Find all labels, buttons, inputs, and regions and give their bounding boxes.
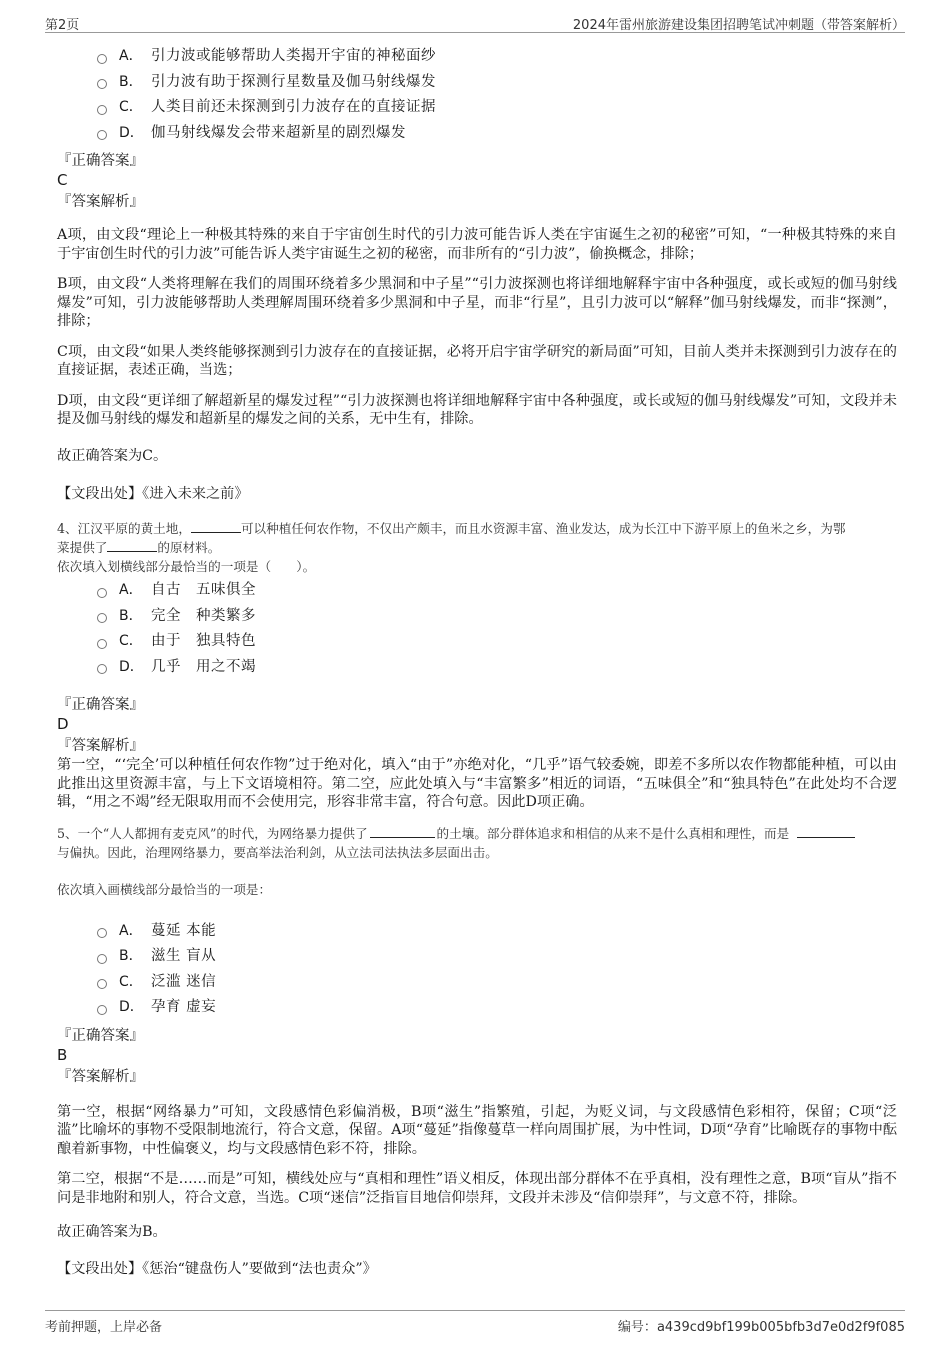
- q5-options: [97, 919, 897, 1021]
- q4-option-a[interactable]: A． 自古 五味俱全: [97, 578, 897, 604]
- correct-answer-label: 『正确答案』: [57, 1027, 144, 1044]
- correct-answer: D: [57, 715, 69, 733]
- analysis-paragraph: D项，由文段“更详细了解超新星的爆发过程”“引力波探测也将详细地解释宇宙中各种强度，或长或短的伽马射线爆发”可知，文段并未提及伽马射线的爆发和超新星的爆发之间的关系，无中生有，排除。: [57, 392, 897, 427]
- radio-icon[interactable]: [97, 79, 107, 89]
- radio-icon[interactable]: [97, 130, 107, 140]
- correct-answer-label: 『正确答案』: [57, 153, 144, 169]
- radio-icon[interactable]: [97, 979, 107, 989]
- analysis-conclusion: 故正确答案为B。: [57, 1224, 167, 1240]
- analysis-label: 『答案解析』: [57, 194, 144, 210]
- radio-icon[interactable]: [97, 664, 107, 674]
- q4-stem: 4、江汉平原的黄土地， 可以种植任何农作物，不仅出产颇丰，而且水资源丰富、渔业发达，成为长江中下游平原上的鱼米之乡，为鄂 菜提供了 的原材料。 依次填入划横线部分最恰当的一项是（ ）。: [57, 521, 846, 574]
- q3-option-d[interactable]: D． 伽马射线爆发会带来超新星的剧烈爆发: [97, 121, 897, 147]
- document-code: 编号：a439cd9bf199b005bfb3d7e0d2f9f085: [617, 1320, 905, 1335]
- q5-stem: 5、一个“人人都拥有麦克风”的时代，为网络暴力提供了 的土壤。部分群体追求和相信的从来不是什么真相和理性，而是 与偏执。因此，治理网络暴力，要高举法治利剑，从立法司法执法多层面出击。: [57, 824, 897, 862]
- analysis-paragraph: 第二空，根据“不是……而是”可知，横线处应与“真相和理性”语义相反，体现出部分群体不在乎真相，没有理性之意，B项“盲从”指不问是非地附和别人，符合文意，当选。C项“迷信”泛指盲目地信仰崇拜，文段并未涉及“信仰崇拜”，与文意不符，排除。: [57, 1171, 897, 1206]
- radio-icon[interactable]: [97, 639, 107, 649]
- analysis-conclusion: 故正确答案为C。: [57, 447, 168, 464]
- correct-answer: B: [57, 1045, 68, 1064]
- q3-option-a[interactable]: A． 引力波或能够帮助人类揭开宇宙的神秘面纱: [97, 44, 897, 70]
- radio-icon[interactable]: [97, 954, 107, 964]
- q4-option-c[interactable]: C． 由于 独具特色: [97, 629, 897, 655]
- radio-icon[interactable]: [97, 588, 107, 598]
- q5-option-a[interactable]: A． 蔓延 本能: [97, 919, 897, 945]
- analysis-paragraph: 第一空，“‘完全’可以种植任何农作物”过于绝对化，填入“由于”亦绝对化，“几乎”语气较委婉，即差不多所以农作物都能种植，可以由此推出这里资源丰富，与上下文语境相符。第二空，应此处填入与“丰富繁多”相近的词语，“五味俱全”和“独具特色”在此处均不合逻辑，“用之不竭”经无限取用而不会使用完，形容非常丰富，符合句意。因此D项正确。: [57, 757, 897, 810]
- page-number: 第2页: [45, 18, 80, 33]
- analysis-label: 『答案解析』: [57, 738, 144, 754]
- analysis-paragraph: A项，由文段“理论上一种极其特殊的来自于宇宙创生时代的引力波可能告诉人类在宇宙诞生之初的秘密”可知，“一种极其特殊的来自于宇宙创生时代的引力波”可能告诉人类宇宙诞生之初的秘密，而非所有的“引力波”，偷换概念，排除；: [57, 227, 897, 262]
- radio-icon[interactable]: [97, 613, 107, 623]
- q4-option-b[interactable]: B． 完全 种类繁多: [97, 604, 897, 630]
- q3-options: [97, 44, 897, 146]
- q5-instruction: 依次填入画横线部分最恰当的一项是：: [57, 881, 272, 897]
- blank-line: [797, 825, 855, 838]
- q3-option-b[interactable]: B． 引力波有助于探测行星数量及伽马射线爆发: [97, 70, 897, 96]
- q4-options: [97, 578, 897, 680]
- radio-icon[interactable]: [97, 54, 107, 64]
- q4-instruction: 依次填入划横线部分最恰当的一项是（ ）。: [57, 559, 316, 574]
- document-title: 2024年雷州旅游建设集团招聘笔试冲刺题（带答案解析）: [572, 18, 905, 33]
- analysis-paragraph: C项，由文段“如果人类终能够探测到引力波存在的直接证据，必将开启宇宙学研究的新局面”可知，目前人类并未探测到引力波存在的直接证据，表述正确，当选；: [57, 343, 897, 378]
- analysis-paragraph: B项，由文段“人类将理解在我们的周围环绕着多少黑洞和中子星”“引力波探测也将详细地解释宇宙中各种强度，或长或短的伽马射线爆发”可知，引力波能够帮助人类理解周围环绕着多少黑洞和中子星，而非“行星”，且引力波可以“解释”伽马射线爆发，而非“探测”，排除；: [57, 276, 897, 329]
- radio-icon[interactable]: [97, 1005, 107, 1015]
- text-source: 【文段出处】《惩治“键盘伤人”要做到“法也责众”》: [57, 1260, 377, 1277]
- blank-line: [191, 520, 241, 533]
- q4-option-d[interactable]: D． 几乎 用之不竭: [97, 655, 897, 681]
- page-content: [57, 44, 897, 1278]
- correct-answer: C: [57, 171, 68, 189]
- q5-option-b[interactable]: B． 滋生 盲从: [97, 944, 897, 970]
- text-source: 【文段出处】《进入未来之前》: [57, 486, 249, 502]
- q3-option-c[interactable]: C． 人类目前还未探测到引力波存在的直接证据: [97, 95, 897, 121]
- analysis-paragraph: 第一空，根据“网络暴力”可知，文段感情色彩偏消极，B项“滋生”指繁殖，引起，为贬义词，与文段感情色彩相符，保留；C项“泛滥”比喻坏的事物不受限制地流行，符合文意，保留。A项“蔓延”指像蔓草一样向周围扩展，为中性词，D项“孕育”比喻既存的事物中酝酿着新事物，中性偏褒义，均与文段感情色彩不符，排除。: [57, 1103, 897, 1157]
- q5-option-d[interactable]: D． 孕育 虚妄: [97, 995, 897, 1021]
- footer-slogan: 考前押题，上岸必备: [45, 1320, 163, 1335]
- correct-answer-label: 『正确答案』: [57, 697, 144, 713]
- page-footer: [45, 1310, 905, 1337]
- radio-icon[interactable]: [97, 105, 107, 115]
- page-header: [45, 10, 905, 33]
- analysis-label: 『答案解析』: [57, 1068, 144, 1085]
- radio-icon[interactable]: [97, 928, 107, 938]
- blank-line: [370, 825, 435, 838]
- blank-line: [107, 539, 157, 552]
- q5-option-c[interactable]: C． 泛滥 迷信: [97, 970, 897, 996]
